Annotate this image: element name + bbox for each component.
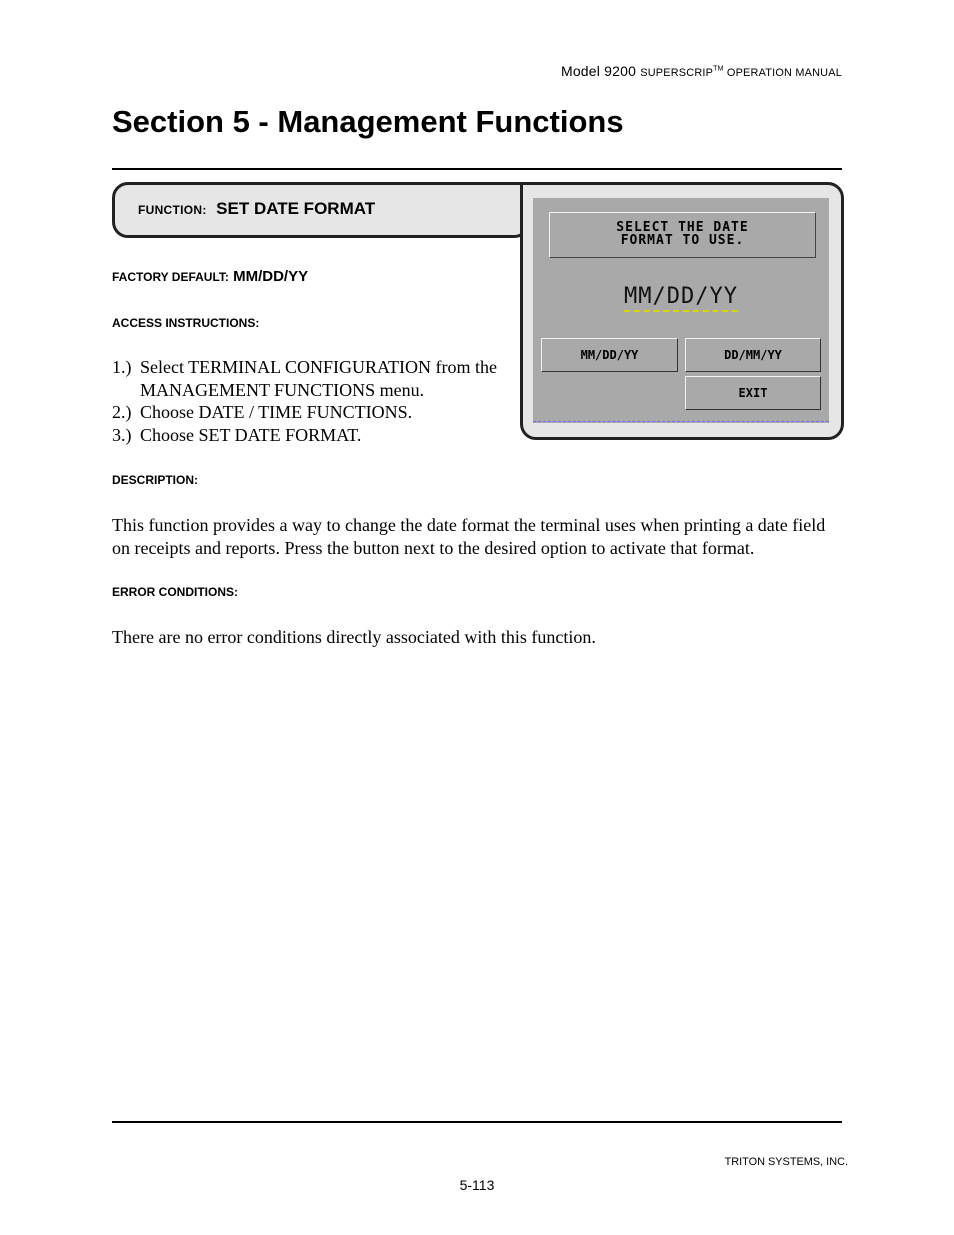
- running-header-model: Model 9200: [560, 63, 641, 79]
- access-step-3: [112, 424, 532, 447]
- step-text: Choose SET DATE FORMAT.: [140, 424, 362, 445]
- description-label: DESCRIPTION:: [112, 473, 199, 487]
- mmddyy-button[interactable]: MM/DD/YY: [541, 338, 678, 372]
- screen-prompt-line-2: FORMAT TO USE.: [620, 233, 745, 248]
- running-header-product: SUPERSCRIP: [640, 67, 714, 79]
- section-title: Section 5 - Management Functions: [112, 104, 624, 139]
- header-rule: [112, 168, 842, 170]
- running-header: [561, 63, 842, 79]
- running-header-manual: OPERATION MANUAL: [723, 67, 842, 79]
- step-number: 2.): [112, 402, 132, 422]
- description-heading: [112, 471, 198, 488]
- access-instructions-label: ACCESS INSTRUCTIONS:: [112, 316, 260, 330]
- step-text-continued: MANAGEMENT FUNCTIONS menu.: [140, 379, 425, 400]
- factory-default-label: FACTORY DEFAULT:: [112, 270, 229, 284]
- access-steps-list: [112, 356, 532, 446]
- access-step-1: [112, 356, 532, 401]
- ddmmyy-button[interactable]: DD/MM/YY: [685, 338, 821, 372]
- step-text: Choose DATE / TIME FUNCTIONS.: [140, 402, 413, 422]
- step-number: 1.): [112, 357, 132, 377]
- page-number: 5-113: [459, 1177, 495, 1193]
- footer-company-name: TRITON SYSTEMS, INC.: [724, 1156, 848, 1168]
- screen-prompt: [549, 212, 816, 258]
- access-step-2: [112, 401, 532, 424]
- access-instructions-heading: [112, 314, 259, 331]
- error-conditions-text: There are no error conditions directly associated with this function.: [112, 627, 596, 647]
- exit-button[interactable]: EXIT: [685, 376, 821, 410]
- step-number: 3.): [112, 424, 132, 445]
- factory-default-value: MM/DD/YY: [233, 268, 309, 285]
- function-name: SET DATE FORMAT: [216, 199, 376, 218]
- function-label: [138, 199, 375, 219]
- current-date-format-value: MM/DD/YY: [624, 284, 738, 312]
- factory-default: [112, 268, 308, 285]
- screen-prompt-line-1: SELECT THE DATE: [616, 220, 749, 235]
- error-conditions-heading: [112, 583, 238, 600]
- description-text: This function provides a way to change the date format the terminal uses when printing a date field on receipts and reports. Press the button next to the desired option to activate that format.: [112, 515, 826, 558]
- footer-rule: [112, 1121, 842, 1123]
- screen-bottom-dash: [533, 421, 829, 422]
- function-label-prefix: FUNCTION:: [138, 203, 207, 217]
- footer-company: [725, 1152, 848, 1168]
- current-date-format: [533, 284, 829, 309]
- error-conditions-label: ERROR CONDITIONS:: [112, 585, 238, 599]
- trademark-mark: TM: [713, 65, 724, 73]
- step-text: Select TERMINAL CONFIGURATION from the: [140, 357, 497, 377]
